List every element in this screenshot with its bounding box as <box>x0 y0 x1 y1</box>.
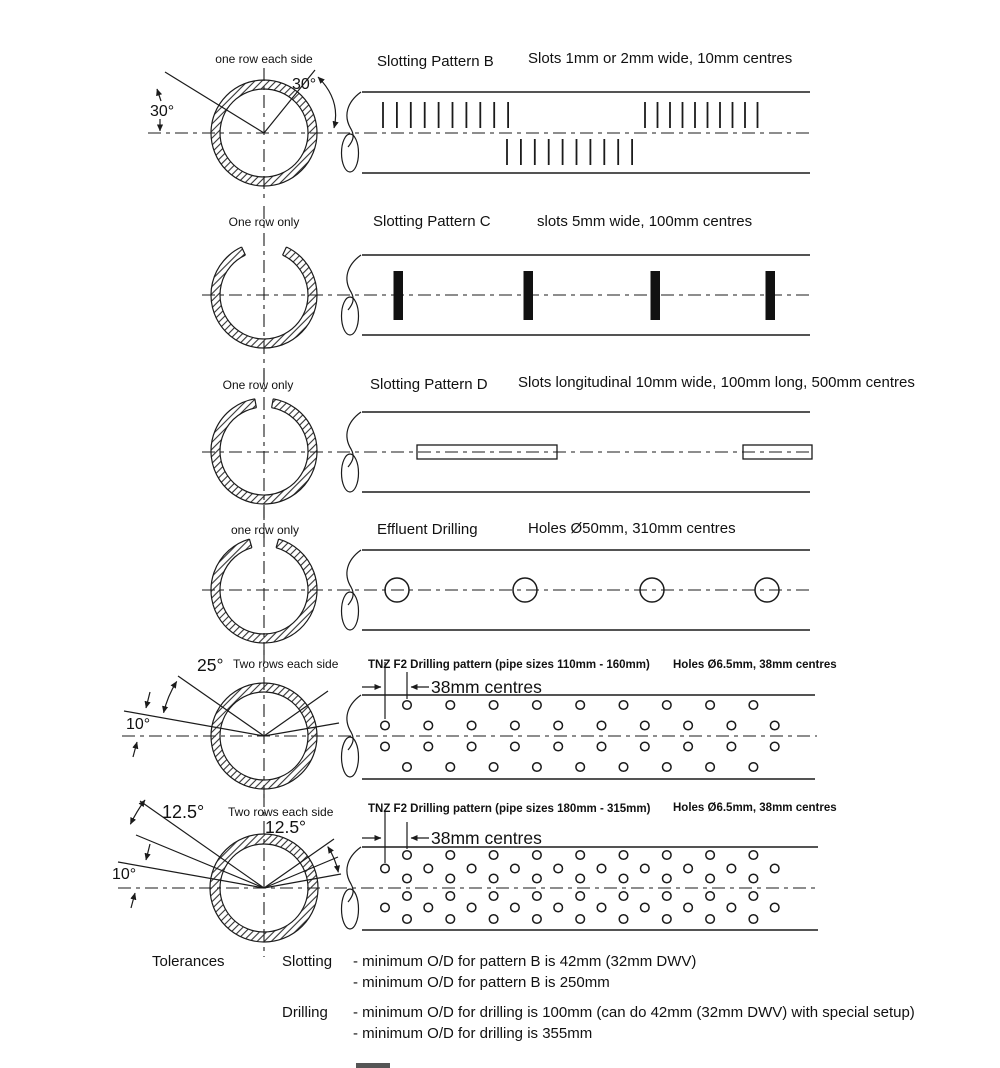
hole-row-4 <box>403 763 758 772</box>
hole-row-2 <box>381 864 779 873</box>
angle-arrow-up <box>133 742 137 757</box>
tolerances-section <box>152 953 915 1042</box>
angle-label-left: 10° <box>126 716 151 733</box>
angle-label-inner: 12.5° <box>265 817 307 837</box>
hole-row-2 <box>381 721 779 730</box>
hole-row-3 <box>403 874 758 883</box>
pipe-break-symbol <box>347 550 361 605</box>
angle-label-right: 30° <box>292 76 317 93</box>
pipe-break-loop <box>342 737 359 777</box>
drilling-item: - minimum O/D for drilling is 355mm <box>353 1025 593 1042</box>
row-slotting-pattern-b <box>148 50 812 202</box>
row-title: Slotting Pattern B <box>377 53 494 70</box>
hole-row-4 <box>403 892 758 901</box>
row-circle-label: Two rows each side <box>228 805 334 819</box>
angle-label-outer: 12.5° <box>162 802 205 822</box>
angle-arc-left-12-5 <box>130 800 145 824</box>
row-circle-label: one row each side <box>215 52 313 66</box>
slot-group-bottom <box>507 139 632 165</box>
row-title: Slotting Pattern D <box>370 376 488 393</box>
row-spec: Holes Ø6.5mm, 38mm centres <box>673 802 837 814</box>
row-slotting-pattern-c <box>202 206 812 384</box>
angle-arc-25 <box>164 681 177 712</box>
row-spec: Slots longitudinal 10mm wide, 100mm long, 500mm centres <box>518 374 915 391</box>
row-circle-label: one row only <box>230 523 300 537</box>
angle-arrow-down <box>146 844 150 860</box>
dimension-label: 38mm centres <box>431 828 542 848</box>
row-tnz-f2-large <box>112 794 837 957</box>
pipe-break-loop <box>342 297 359 335</box>
pipe-break-symbol <box>347 695 361 750</box>
hole-row-1 <box>403 701 758 710</box>
drilling-label: Drilling <box>282 1004 328 1021</box>
row-title: TNZ F2 Drilling pattern (pipe sizes 180mm - 315mm) <box>368 803 651 815</box>
row-title: TNZ F2 Drilling pattern (pipe sizes 110mm - 160mm) <box>368 659 650 671</box>
angle-arc-right <box>318 77 336 128</box>
pipe-break-loop <box>342 592 359 630</box>
row-spec: Holes Ø50mm, 310mm centres <box>528 520 736 537</box>
angle-label-left: 30° <box>150 103 175 120</box>
row-slotting-pattern-d <box>202 370 915 538</box>
slotting-item: - minimum O/D for pattern B is 250mm <box>353 974 610 991</box>
hole-row-5 <box>381 903 779 912</box>
pipe-break-loop <box>342 134 359 172</box>
pipe-break-symbol <box>347 412 361 467</box>
pipe-break-symbol <box>347 847 361 902</box>
slotting-label: Slotting <box>282 953 333 970</box>
hole-row-3 <box>381 742 779 751</box>
row-spec: slots 5mm wide, 100mm centres <box>537 213 753 230</box>
dimension-label: 38mm centres <box>431 677 542 697</box>
page-edge-artifact <box>356 1063 390 1068</box>
row-title: Slotting Pattern C <box>373 213 491 230</box>
angle-label-left: 10° <box>112 866 137 883</box>
tolerances-heading: Tolerances <box>152 953 225 970</box>
row-circle-label: One row only <box>228 215 300 229</box>
angle-arrow-up <box>131 893 135 908</box>
pipe-break-loop <box>342 889 359 929</box>
angle-arrow-down <box>146 692 150 708</box>
slot-group-top-right <box>645 102 758 128</box>
angle-label-outer: 25° <box>197 655 224 675</box>
row-effluent-drilling <box>202 507 812 668</box>
row-spec: Slots 1mm or 2mm wide, 10mm centres <box>528 50 793 67</box>
hole-row-6 <box>403 915 758 924</box>
slot-group-top-left <box>383 102 508 128</box>
angle-arrow-up <box>157 89 161 101</box>
pipe-break-symbol <box>347 92 361 147</box>
row-title: Effluent Drilling <box>377 521 478 538</box>
slotting-item: - minimum O/D for pattern B is 42mm (32mm DWV) <box>353 953 697 970</box>
row-circle-label: Two rows each side <box>233 657 339 671</box>
row-tnz-f2-small <box>122 650 837 800</box>
drilling-item: - minimum O/D for drilling is 100mm (can do 42mm (32mm DWV) with special setup) <box>353 1004 915 1021</box>
pipe-side-view <box>342 695 816 779</box>
hole-row-1 <box>403 851 758 860</box>
row-circle-label: One row only <box>222 378 294 392</box>
pipe-break-loop <box>342 454 359 492</box>
row-spec: Holes Ø6.5mm, 38mm centres <box>673 659 837 671</box>
pipe-break-symbol <box>347 255 361 310</box>
